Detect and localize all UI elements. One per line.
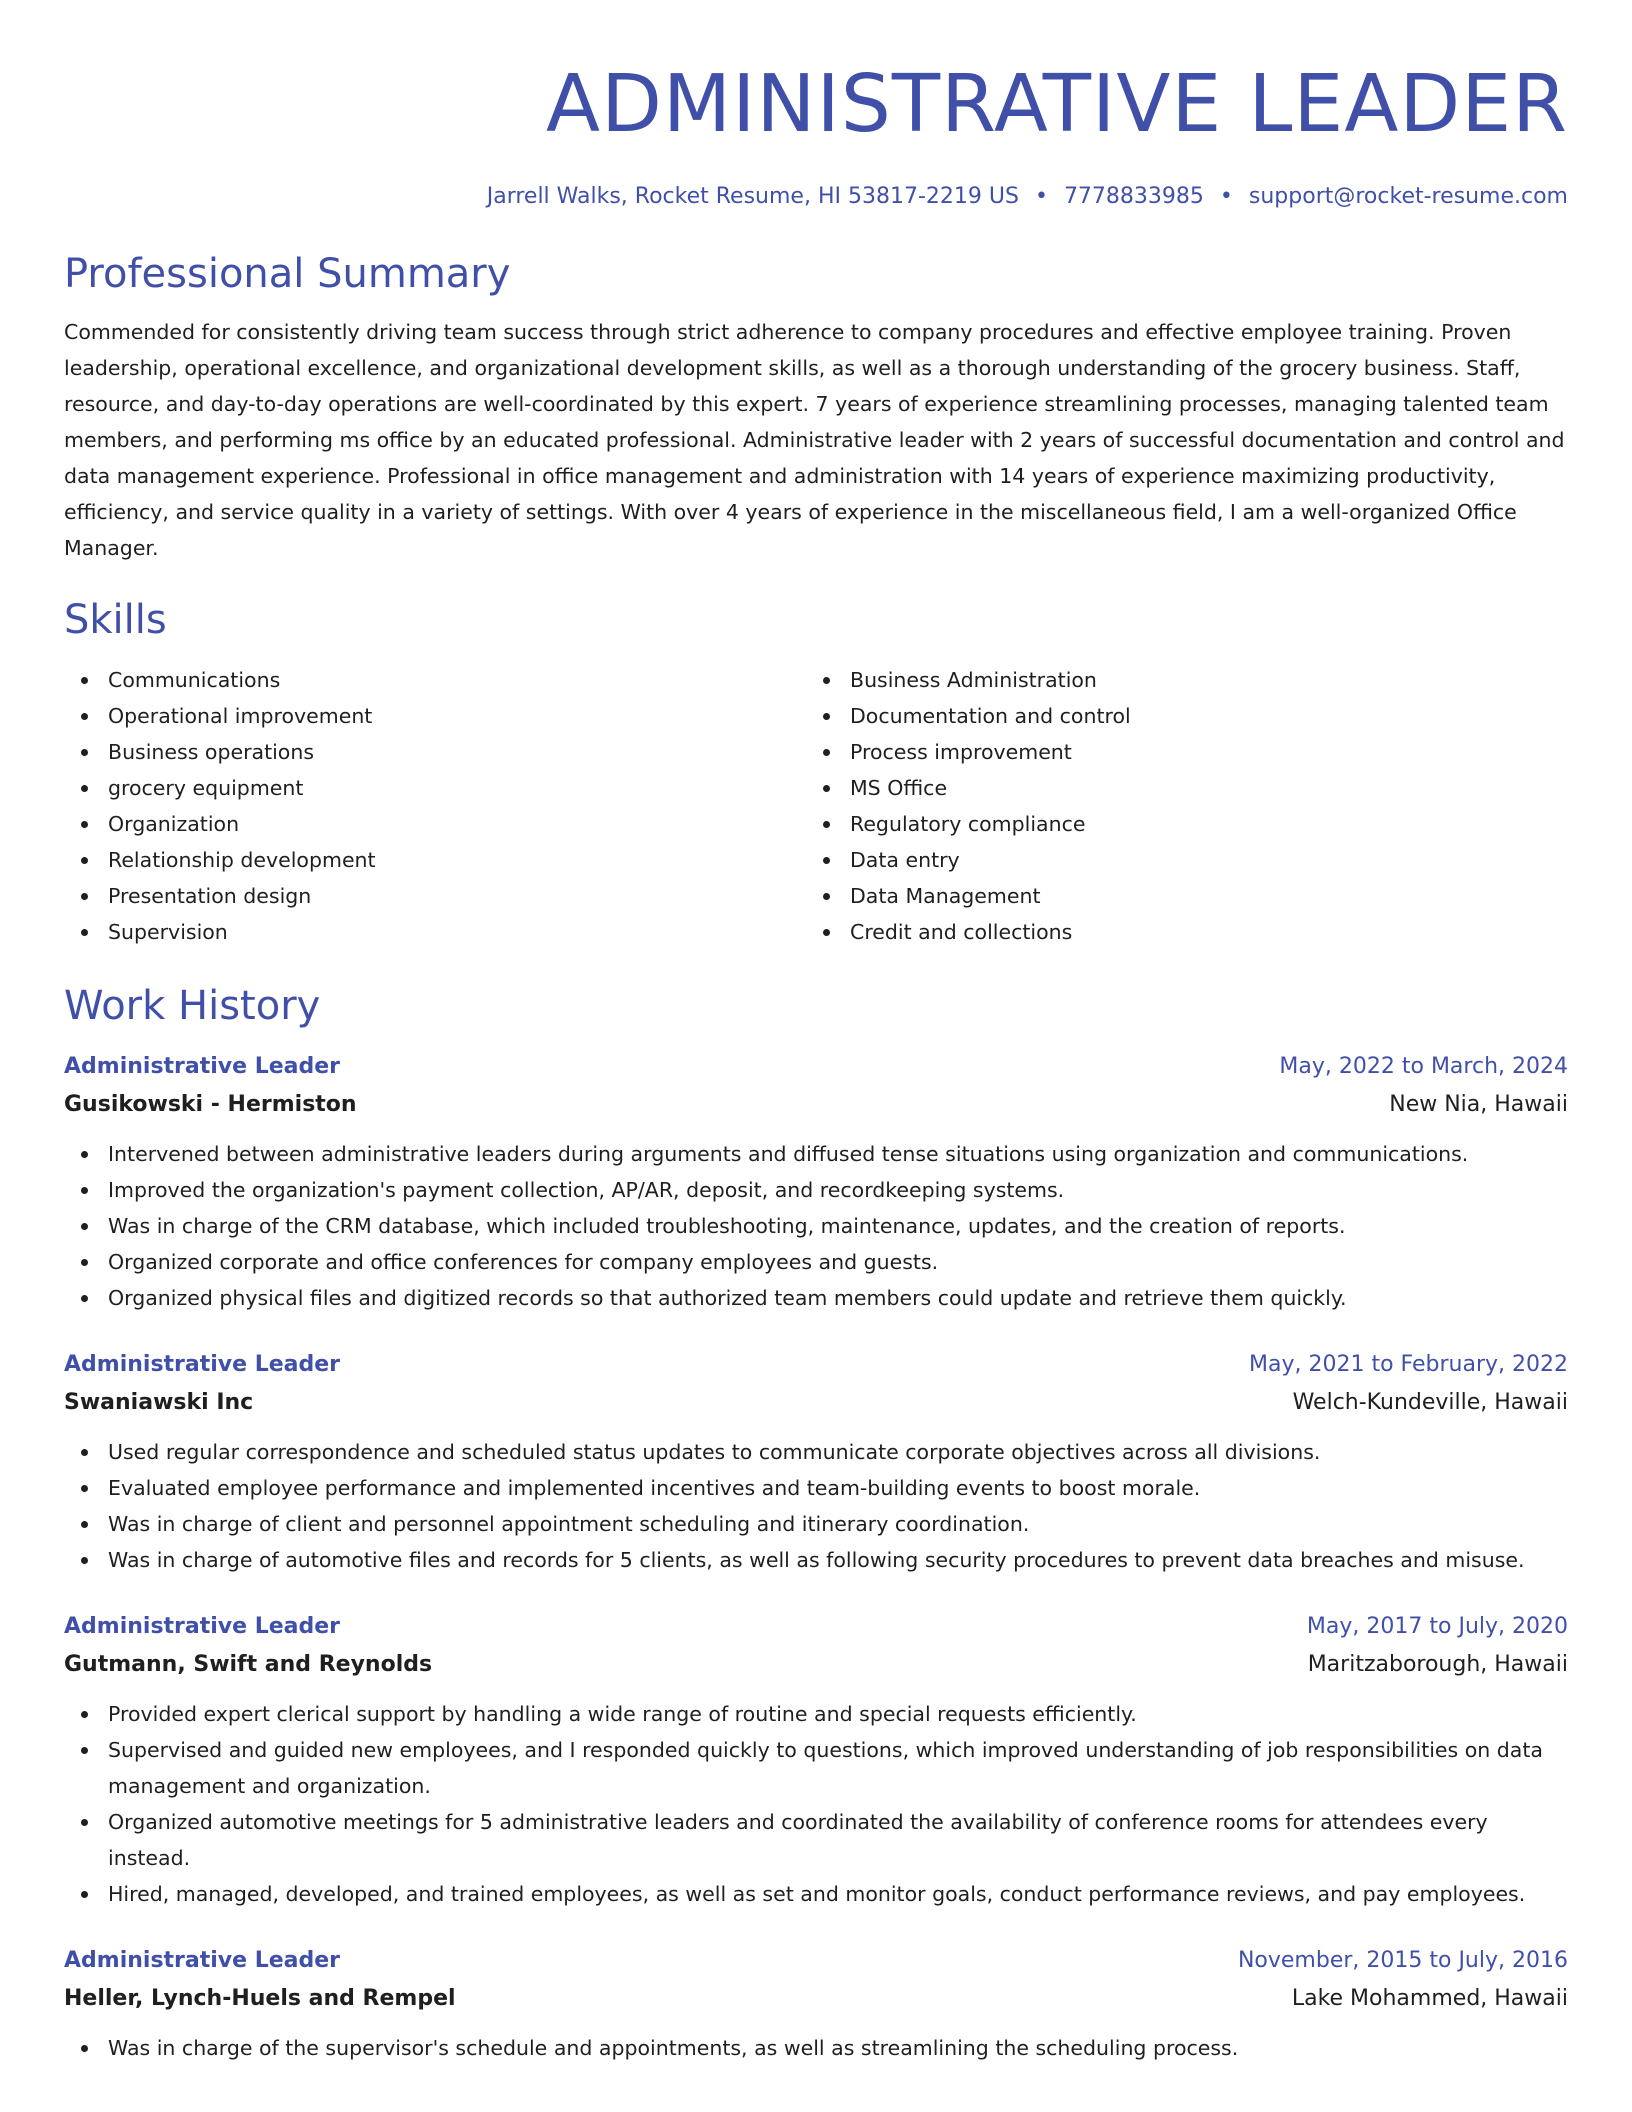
job-location: Lake Mohammed, Hawaii [1291,1986,1568,2011]
skill-item: Communications [64,662,806,698]
job-entry [64,1048,1568,1316]
job-company: Gusikowski - Hermiston [64,1092,357,1117]
job-title: Administrative Leader [64,1614,341,1639]
job-location: Maritzaborough, Hawaii [1307,1652,1568,1677]
job-bullets [64,2030,1568,2066]
skill-item: MS Office [806,770,1548,806]
job-bullet: Provided expert clerical support by handling a wide range of routine and special requests efficiently. [64,1696,1568,1732]
job-bullet: Intervened between administrative leaders during arguments and diffused tense situations using organization and communications. [64,1136,1568,1172]
job-dates: November, 2015 to July, 2016 [1237,1948,1568,1973]
job-subheader [64,1086,1568,1124]
job-bullet: Organized corporate and office conferences for company employees and guests. [64,1244,1568,1280]
job-location: Welch-Kundeville, Hawaii [1292,1390,1568,1415]
job-bullets [64,1136,1568,1316]
job-bullet: Supervised and guided new employees, and I responded quickly to questions, which improved understanding of job responsibilities on data management and organization. [64,1732,1568,1804]
job-bullet: Used regular correspondence and scheduled status updates to communicate corporate objectives across all divisions. [64,1434,1568,1470]
summary-heading: Professional Summary [64,251,511,297]
job-company: Heller, Lynch-Huels and Rempel [64,1986,456,2011]
skills-column-right [806,662,1548,950]
skill-item: grocery equipment [64,770,806,806]
job-subheader [64,1384,1568,1422]
skill-item: Business operations [64,734,806,770]
job-subheader [64,1646,1568,1684]
job-dates: May, 2017 to July, 2020 [1306,1614,1568,1639]
skill-item: Business Administration [806,662,1548,698]
skill-item: Operational improvement [64,698,806,734]
job-bullet: Evaluated employee performance and implemented incentives and team-building events to boost morale. [64,1470,1568,1506]
contact-separator: • [1219,184,1233,209]
job-dates: May, 2022 to March, 2024 [1279,1054,1568,1079]
skill-item: Process improvement [806,734,1548,770]
skill-item: Data Management [806,878,1548,914]
skill-item: Organization [64,806,806,842]
job-header [64,1048,1568,1086]
job-bullet: Was in charge of client and personnel appointment scheduling and itinerary coordination. [64,1506,1568,1542]
job-bullet: Organized automotive meetings for 5 administrative leaders and coordinated the availability of conference rooms for attendees every instead. [64,1804,1568,1876]
job-bullet: Was in charge of the CRM database, which included troubleshooting, maintenance, updates, and the creation of reports. [64,1208,1568,1244]
contact-line [64,182,1568,212]
skills-column-left [64,662,806,950]
job-entry [64,1608,1568,1912]
skill-item: Presentation design [64,878,806,914]
job-entry [64,1942,1568,2066]
job-bullet: Was in charge of the supervisor's schedule and appointments, as well as streamlining the scheduling process. [64,2030,1568,2066]
contact-separator: • [1034,184,1048,209]
job-bullets [64,1696,1568,1912]
job-company: Gutmann, Swift and Reynolds [64,1652,433,1677]
contact-email: support@rocket-resume.com [1248,184,1568,209]
job-bullet: Improved the organization's payment collection, AP/AR, deposit, and recordkeeping systems. [64,1172,1568,1208]
job-title: Administrative Leader [64,1054,341,1079]
skill-item: Regulatory compliance [806,806,1548,842]
job-header [64,1942,1568,1980]
job-bullet: Was in charge of automotive files and records for 5 clients, as well as following security procedures to prevent data breaches and misuse. [64,1542,1568,1578]
skill-item: Supervision [64,914,806,950]
skills-heading: Skills [64,597,167,643]
job-header [64,1346,1568,1384]
work-history-heading: Work History [64,983,321,1029]
skill-item: Relationship development [64,842,806,878]
job-bullet: Organized physical files and digitized records so that authorized team members could update and retrieve them quickly. [64,1280,1568,1316]
resume-title: ADMINISTRATIVE LEADER [546,58,1568,150]
skills-list [64,662,1568,950]
skill-item: Documentation and control [806,698,1548,734]
summary-text: Commended for consistently driving team success through strict adherence to company procedures and effective employee training. Proven leadership, operational excellence, and organizational development skills, as well as a thorough understanding of the grocery business. Staff, resource, and day-to-day operations are well-coordinated by this expert. 7 years of experience streamlining processes, managing talented team members, and performing ms office by an educated professional. Administrative leader with 2 years of successful documentation and control and data management experience. Professional in office management and administration with 14 years of experience maximizing productivity, efficiency, and service quality in a variety of settings. With over 4 years of experience in the miscellaneous field, I am a well-organized Office Manager. [64,320,1565,560]
skill-item: Credit and collections [806,914,1548,950]
job-entry [64,1346,1568,1578]
job-header [64,1608,1568,1646]
contact-address: Jarrell Walks, Rocket Resume, HI 53817-2219 US [486,184,1019,209]
job-dates: May, 2021 to February, 2022 [1249,1352,1568,1377]
job-bullets [64,1434,1568,1578]
job-location: New Nia, Hawaii [1389,1092,1568,1117]
skill-item: Data entry [806,842,1548,878]
job-company: Swaniawski Inc [64,1390,254,1415]
job-bullet: Hired, managed, developed, and trained employees, as well as set and monitor goals, conduct performance reviews, and pay employees. [64,1876,1568,1912]
contact-phone: 7778833985 [1063,184,1204,209]
job-title: Administrative Leader [64,1948,341,1973]
job-subheader [64,1980,1568,2018]
job-title: Administrative Leader [64,1352,341,1377]
